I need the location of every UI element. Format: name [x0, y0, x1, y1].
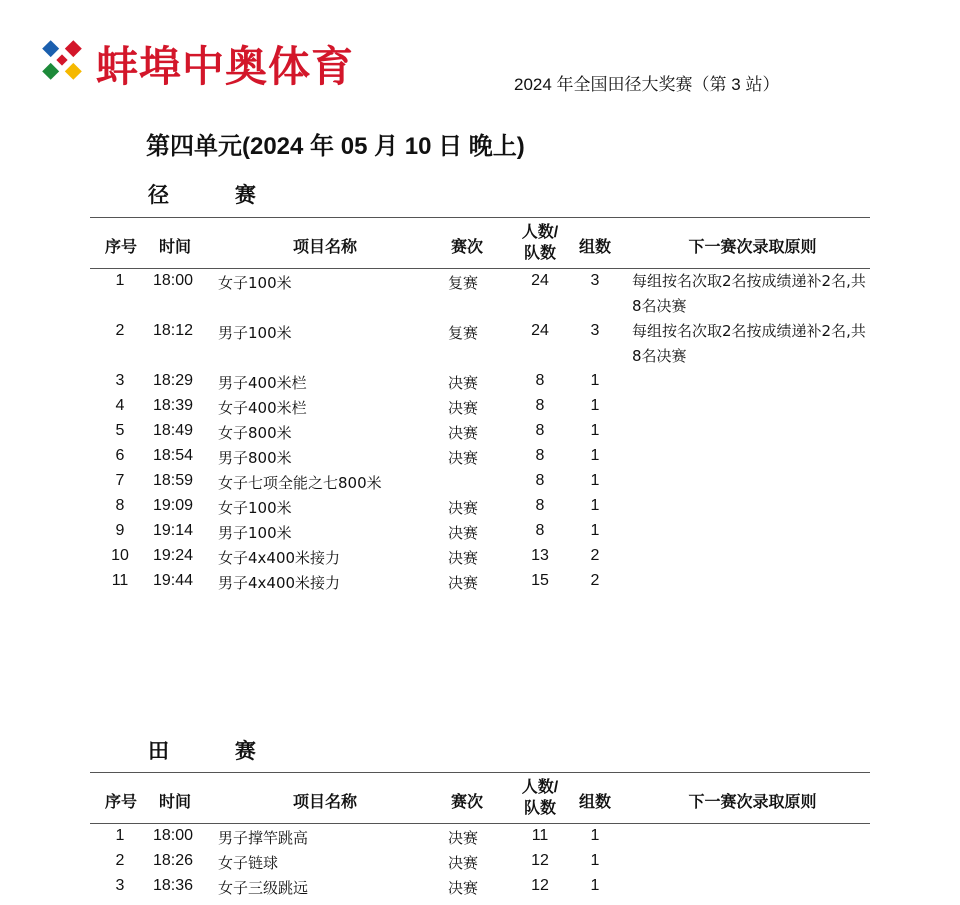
cell-no: 7 — [115, 472, 125, 489]
cell-count: 8 — [535, 372, 545, 389]
cell-rule: 每组按名次取2名按成绩递补2名,共8名决赛 — [632, 272, 866, 315]
header-groups: 组数 — [578, 794, 611, 811]
table-header — [90, 772, 870, 824]
cell-event: 女子链球 — [218, 854, 279, 872]
cell-event: 男子400米栏 — [218, 374, 307, 392]
cell-count: 8 — [535, 447, 545, 464]
cell-count: 12 — [531, 852, 549, 869]
header-round: 赛次 — [450, 794, 483, 811]
header-rule: 下一赛次录取原则 — [688, 794, 817, 811]
cell-event: 女子800米 — [218, 424, 292, 442]
cell-no: 10 — [111, 547, 129, 564]
cell-event: 男子800米 — [218, 449, 292, 467]
cell-event: 女子100米 — [218, 274, 292, 292]
cell-event: 男子100米 — [218, 324, 292, 342]
table-row — [90, 824, 870, 849]
cell-time: 18:39 — [153, 397, 194, 414]
cell-count: 15 — [531, 572, 549, 589]
cell-time: 18:54 — [153, 447, 194, 464]
table-row — [90, 269, 870, 319]
header-count-line1: 人数/ — [521, 779, 559, 796]
header-no: 序号 — [104, 794, 137, 811]
table-row — [90, 319, 870, 369]
table-row — [90, 369, 870, 394]
cell-round: 决赛 — [448, 549, 479, 567]
cell-event: 男子4x400米接力 — [218, 574, 341, 592]
table-row — [90, 394, 870, 419]
cell-event: 男子100米 — [218, 524, 292, 542]
cell-groups: 3 — [590, 272, 600, 289]
table-row — [90, 519, 870, 544]
cell-no: 2 — [115, 852, 125, 869]
table-row — [90, 849, 870, 874]
cell-groups: 1 — [590, 422, 600, 439]
cell-event: 女子100米 — [218, 499, 292, 517]
cell-groups: 2 — [590, 547, 600, 564]
cell-no: 8 — [115, 497, 125, 514]
cell-no: 1 — [115, 827, 125, 844]
cell-groups: 1 — [590, 877, 600, 894]
cell-groups: 1 — [590, 447, 600, 464]
cell-groups: 1 — [590, 497, 600, 514]
header-count-line2: 队数 — [523, 245, 556, 262]
cell-round: 复赛 — [448, 274, 479, 292]
cell-event: 女子400米栏 — [218, 399, 307, 417]
header-event: 项目名称 — [292, 794, 357, 811]
table-row — [90, 874, 870, 899]
table-row — [90, 544, 870, 569]
cell-count: 24 — [531, 322, 549, 339]
cell-event: 男子撑竿跳高 — [218, 829, 309, 847]
cell-count: 11 — [531, 827, 549, 844]
table-header — [90, 217, 870, 269]
cell-round: 决赛 — [448, 854, 479, 872]
cell-rule: 每组按名次取2名按成绩递补2名,共8名决赛 — [632, 322, 866, 365]
cell-no: 6 — [115, 447, 125, 464]
table-row — [90, 494, 870, 519]
cell-groups: 1 — [590, 522, 600, 539]
table-row — [90, 569, 870, 594]
cell-count: 8 — [535, 522, 545, 539]
cell-groups: 3 — [590, 322, 600, 339]
cell-count: 13 — [531, 547, 549, 564]
cell-no: 11 — [111, 572, 129, 589]
track-section-title: 径 赛 — [148, 184, 286, 207]
table-row — [90, 444, 870, 469]
cell-event: 女子4x400米接力 — [218, 549, 341, 567]
cell-time: 19:24 — [153, 547, 194, 564]
header-rule: 下一赛次录取原则 — [688, 239, 817, 256]
cell-count: 12 — [531, 877, 549, 894]
header-groups: 组数 — [578, 239, 611, 256]
cell-no: 9 — [115, 522, 125, 539]
header-round: 赛次 — [450, 239, 483, 256]
cell-groups: 1 — [590, 372, 600, 389]
cell-round: 决赛 — [448, 879, 479, 897]
cell-round: 决赛 — [448, 499, 479, 517]
brand-logo — [30, 30, 355, 91]
cell-time: 18:12 — [153, 322, 194, 339]
cell-no: 4 — [115, 397, 125, 414]
competition-title: 2024 年全国田径大奖赛（第 3 站） — [514, 75, 780, 94]
cell-time: 18:49 — [153, 422, 194, 439]
cell-no: 3 — [115, 877, 125, 894]
cell-round: 决赛 — [448, 449, 479, 467]
cell-count: 8 — [535, 497, 545, 514]
cell-time: 18:36 — [153, 877, 194, 894]
cell-time: 18:29 — [153, 372, 194, 389]
cell-no: 1 — [115, 272, 125, 289]
header-event: 项目名称 — [292, 239, 357, 256]
field-section-title: 田 赛 — [148, 740, 286, 763]
track-schedule-table — [90, 217, 870, 594]
cell-groups: 2 — [590, 572, 600, 589]
table-row — [90, 419, 870, 444]
table-row — [90, 469, 870, 494]
header-count-line2: 队数 — [523, 800, 556, 817]
header-time: 时间 — [158, 239, 191, 256]
header-count-line1: 人数/ — [521, 224, 559, 241]
cell-round: 决赛 — [448, 829, 479, 847]
cell-time: 18:00 — [153, 827, 194, 844]
cell-count: 8 — [535, 422, 545, 439]
cell-count: 8 — [535, 397, 545, 414]
header-time: 时间 — [158, 794, 191, 811]
logo-wordmark: 蚌埠中奥体育 — [96, 42, 355, 91]
cell-groups: 1 — [590, 852, 600, 869]
field-schedule-table — [90, 772, 870, 899]
cell-round: 决赛 — [448, 574, 479, 592]
header-no: 序号 — [104, 239, 137, 256]
cell-round: 复赛 — [448, 324, 479, 342]
cell-groups: 1 — [590, 472, 600, 489]
cell-time: 18:26 — [153, 852, 194, 869]
logo-mark-icon — [30, 30, 94, 90]
cell-count: 24 — [531, 272, 549, 289]
cell-event: 女子三级跳远 — [218, 879, 309, 897]
unit-title: 第四单元(2024 年 05 月 10 日 晚上) — [146, 133, 525, 160]
cell-round: 决赛 — [448, 399, 479, 417]
header-count — [510, 777, 570, 819]
cell-no: 5 — [115, 422, 125, 439]
cell-no: 3 — [115, 372, 125, 389]
cell-groups: 1 — [590, 827, 600, 844]
cell-event: 女子七项全能之七800米 — [218, 474, 382, 492]
cell-count: 8 — [535, 472, 545, 489]
cell-round: 决赛 — [448, 424, 479, 442]
cell-round: 决赛 — [448, 524, 479, 542]
cell-time: 18:59 — [153, 472, 194, 489]
cell-time: 19:14 — [153, 522, 194, 539]
cell-time: 19:44 — [153, 572, 194, 589]
header-count — [510, 222, 570, 264]
cell-round: 决赛 — [448, 374, 479, 392]
cell-no: 2 — [115, 322, 125, 339]
cell-time: 18:00 — [153, 272, 194, 289]
cell-time: 19:09 — [153, 497, 194, 514]
cell-groups: 1 — [590, 397, 600, 414]
